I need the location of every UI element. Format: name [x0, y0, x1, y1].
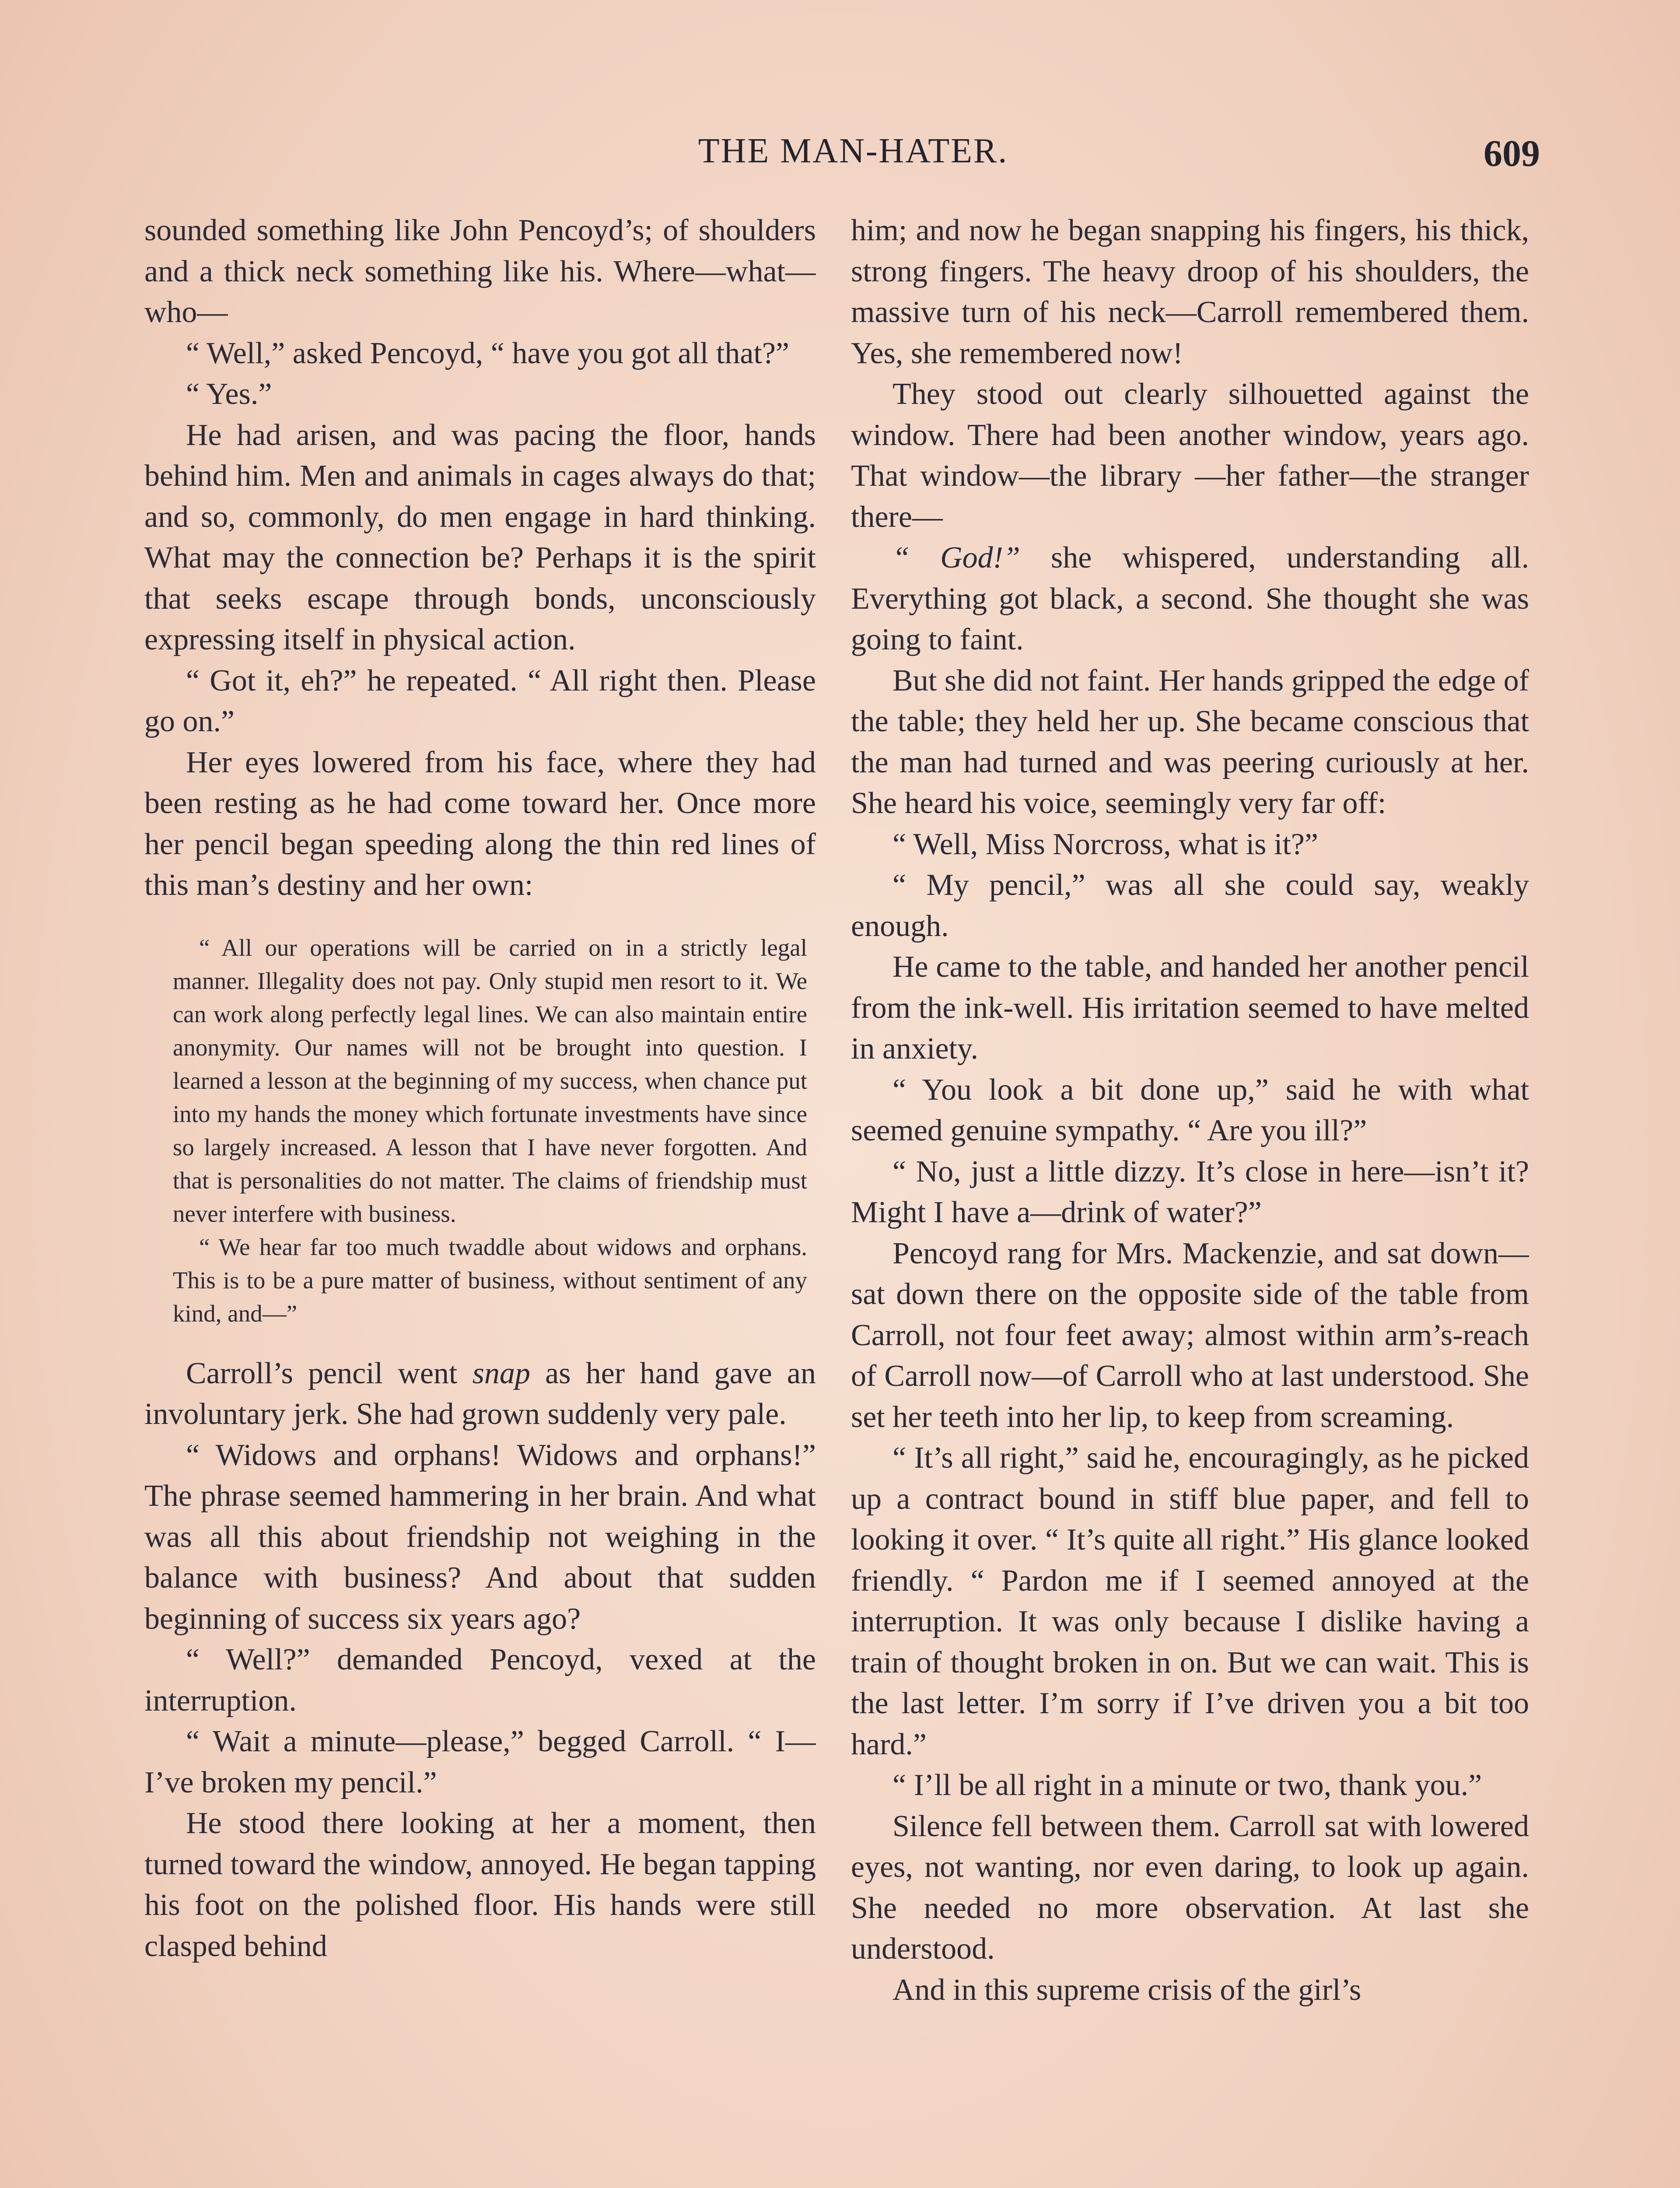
right-column — [851, 210, 1529, 2188]
letter-paragraph: “ All our operations will be carried on in a strictly legal manner. Illegality does not pay. Only stupid men resort to it. We can work along perfectly legal lines. We can also maintain entire anonymity. Our names will not be brought into question. I learned a lesson at the beginning of my success, when chance put into my hands the money which fortunate investments have since so largely increased. A lesson that I have never forgotten. And that is personalities do not matter. The claims of friendship must never interfere with business. — [173, 934, 807, 1227]
paragraph: “ My pencil,” was all she could say, weakly enough. — [851, 868, 1529, 943]
paragraph: He came to the table, and handed her another pencil from the ink-well. His irritation seemed to have melted in anxiety. — [851, 950, 1529, 1066]
page-number: 609 — [1484, 132, 1540, 174]
paragraph: him; and now he began snapping his fingers, his thick, strong fingers. The heavy droop of his shoulders, the massive turn of his neck—Carroll remembered them. Yes, she remembered now! — [851, 214, 1529, 370]
paragraph: “ Well,” asked Pencoyd, “ have you got all that?” — [186, 336, 789, 370]
paragraph: And in this supreme crisis of the girl’s — [892, 1973, 1362, 2007]
paragraph: sounded something like John Pencoyd’s; of shoulders and a thick neck something like his. Where—what—who— — [144, 214, 816, 329]
paragraph: He had arisen, and was pacing the floor, hands behind him. Men and animals in cages always do that; and so, commonly, do men engage in hard thinking. What may the connection be? Perhaps it is the spirit that seeks escape through bonds, unconsciously expressing itself in physical action. — [144, 418, 816, 656]
paragraph: Pencoyd rang for Mrs. Mackenzie, and sat down—sat down there on the opposite side of the table from Carroll, not four feet away; almost within arm’s-reach of Carroll now—of Carroll who at last understood. She set her teeth into her lip, to keep from screaming. — [851, 1236, 1529, 1434]
running-head — [0, 131, 1680, 179]
paragraph: But she did not faint. Her hands gripped the edge of the table; they held her up. She became conscious that the man had turned and was peering curiously at her. She heard his voice, seemingly very far off: — [851, 663, 1529, 820]
letter-paragraph: “ We hear far too much twaddle about widows and orphans. This is to be a pure matter of business, without sentiment of any kind, and—” — [173, 1233, 807, 1327]
letter-excerpt — [173, 931, 807, 1330]
paragraph: “ Widows and orphans! Widows and orphans!” The phrase seemed hammering in her brain. And what was all this about friendship not weighing in the balance with business? And about that sudden beginning of success six years ago? — [144, 1438, 816, 1636]
paragraph: “ Well?” demanded Pencoyd, vexed at the interruption. — [144, 1643, 816, 1718]
paragraph: They stood out clearly silhouetted against the window. There had been another window, years ago. That window—the library —her father—the stranger there— — [851, 377, 1529, 534]
paragraph-text: she whispered, understanding all. Everything got black, a second. She thought she was going to faint. — [851, 541, 1529, 656]
paragraph-text: as her hand gave an involuntary jerk. She had grown suddenly very pale. — [144, 1356, 816, 1431]
paragraph-text: Carroll’s pencil went — [186, 1356, 472, 1390]
paragraph: “ Got it, eh?” he repeated. “ All right then. Please go on.” — [144, 663, 816, 738]
running-title: THE MAN-HATER. — [698, 132, 1008, 170]
paragraph: “ Yes.” — [186, 377, 272, 411]
paragraph — [851, 537, 1529, 660]
paragraph: “ Wait a minute—please,” begged Carroll. “ I—I’ve broken my pencil.” — [144, 1725, 816, 1799]
paragraph: “ I’ll be all right in a minute or two, thank you.” — [892, 1768, 1482, 1802]
paragraph: He stood there looking at her a moment, then turned toward the window, annoyed. He began tapping his foot on the polished floor. His hands were still clasped behind — [144, 1806, 816, 1963]
paragraph: Silence fell between them. Carroll sat with lowered eyes, not wanting, nor even daring, to look up again. She needed no more observation. At last she understood. — [851, 1809, 1529, 1966]
paragraph: “ It’s all right,” said he, encouragingly, as he picked up a contract bound in stiff blue paper, and fell to looking it over. “ It’s quite all right.” His glance looked friendly. “ Pardon me if I seemed annoyed at the interruption. It was only because I dislike having a train of thought broken in on. But we can wait. This is the last letter. I’m sorry if I’ve driven you a bit too hard.” — [851, 1441, 1529, 1761]
emphasis-text: “ God!” — [892, 541, 1020, 575]
emphasis-text: snap — [472, 1356, 530, 1390]
paragraph — [144, 1353, 816, 1435]
paragraph: “ Well, Miss Norcross, what is it?” — [892, 827, 1318, 861]
paragraph: Her eyes lowered from his face, where they had been resting as he had come toward her. Once more her pencil began speeding along the thin red lines of this man’s destiny and her own: — [144, 745, 816, 902]
paragraph: “ You look a bit done up,” said he with what seemed genuine sympathy. “ Are you ill?” — [851, 1073, 1529, 1147]
left-column — [144, 210, 816, 2188]
paragraph: “ No, just a little dizzy. It’s close in here—isn’t it? Might I have a—drink of water?” — [851, 1154, 1529, 1229]
